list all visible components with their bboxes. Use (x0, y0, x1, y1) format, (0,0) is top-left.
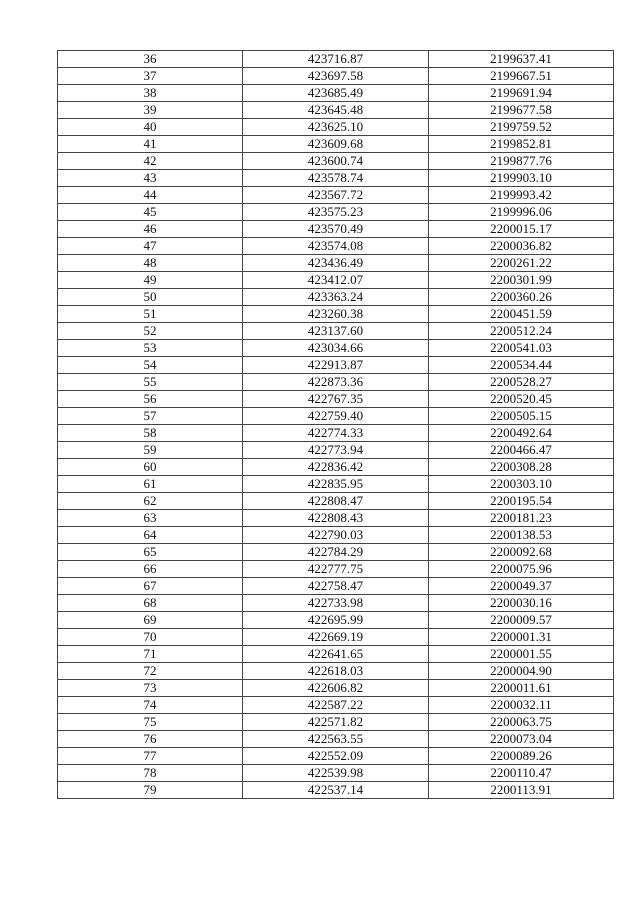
table-row (58, 476, 614, 493)
y-coordinate-cell: 2200466.47 (429, 442, 614, 459)
table-row (58, 289, 614, 306)
y-coordinate-cell: 2200073.04 (429, 731, 614, 748)
point-number-cell: 45 (58, 204, 243, 221)
y-coordinate-cell: 2200308.28 (429, 459, 614, 476)
y-coordinate-cell: 2200113.91 (429, 782, 614, 799)
point-number-cell: 43 (58, 170, 243, 187)
x-coordinate-cell: 422759.40 (243, 408, 429, 425)
y-coordinate-cell: 2200528.27 (429, 374, 614, 391)
y-coordinate-cell: 2199759.52 (429, 119, 614, 136)
y-coordinate-cell: 2200360.26 (429, 289, 614, 306)
x-coordinate-cell: 423412.07 (243, 272, 429, 289)
x-coordinate-cell: 423570.49 (243, 221, 429, 238)
x-coordinate-cell: 422563.55 (243, 731, 429, 748)
table-row (58, 544, 614, 561)
x-coordinate-cell: 423436.49 (243, 255, 429, 272)
y-coordinate-cell: 2199691.94 (429, 85, 614, 102)
x-coordinate-cell: 422733.98 (243, 595, 429, 612)
table-row (58, 459, 614, 476)
table-row (58, 136, 614, 153)
point-number-cell: 59 (58, 442, 243, 459)
y-coordinate-cell: 2200004.90 (429, 663, 614, 680)
x-coordinate-cell: 423716.87 (243, 51, 429, 68)
y-coordinate-cell: 2199852.81 (429, 136, 614, 153)
x-coordinate-cell: 422767.35 (243, 391, 429, 408)
x-coordinate-cell: 422808.47 (243, 493, 429, 510)
point-number-cell: 58 (58, 425, 243, 442)
point-number-cell: 40 (58, 119, 243, 136)
table-row (58, 578, 614, 595)
point-number-cell: 69 (58, 612, 243, 629)
point-number-cell: 68 (58, 595, 243, 612)
y-coordinate-cell: 2200195.54 (429, 493, 614, 510)
table-row (58, 357, 614, 374)
y-coordinate-cell: 2199877.76 (429, 153, 614, 170)
y-coordinate-cell: 2200110.47 (429, 765, 614, 782)
x-coordinate-cell: 423645.48 (243, 102, 429, 119)
x-coordinate-cell: 423575.23 (243, 204, 429, 221)
point-number-cell: 36 (58, 51, 243, 68)
x-coordinate-cell: 422836.42 (243, 459, 429, 476)
y-coordinate-cell: 2200092.68 (429, 544, 614, 561)
y-coordinate-cell: 2199903.10 (429, 170, 614, 187)
y-coordinate-cell: 2199677.58 (429, 102, 614, 119)
x-coordinate-cell: 423625.10 (243, 119, 429, 136)
table-row (58, 680, 614, 697)
table-row (58, 510, 614, 527)
y-coordinate-cell: 2200451.59 (429, 306, 614, 323)
point-number-cell: 39 (58, 102, 243, 119)
point-number-cell: 63 (58, 510, 243, 527)
y-coordinate-cell: 2200520.45 (429, 391, 614, 408)
point-number-cell: 44 (58, 187, 243, 204)
table-row (58, 731, 614, 748)
table-row (58, 714, 614, 731)
point-number-cell: 72 (58, 663, 243, 680)
x-coordinate-cell: 422552.09 (243, 748, 429, 765)
point-number-cell: 77 (58, 748, 243, 765)
y-coordinate-cell: 2199996.06 (429, 204, 614, 221)
table-row (58, 408, 614, 425)
point-number-cell: 53 (58, 340, 243, 357)
x-coordinate-cell: 422790.03 (243, 527, 429, 544)
table-row (58, 646, 614, 663)
y-coordinate-cell: 2200001.31 (429, 629, 614, 646)
point-number-cell: 52 (58, 323, 243, 340)
point-number-cell: 79 (58, 782, 243, 799)
point-number-cell: 57 (58, 408, 243, 425)
point-number-cell: 78 (58, 765, 243, 782)
table-row (58, 204, 614, 221)
x-coordinate-cell: 422777.75 (243, 561, 429, 578)
x-coordinate-cell: 422835.95 (243, 476, 429, 493)
table-row (58, 425, 614, 442)
coordinate-table-body (58, 51, 614, 799)
y-coordinate-cell: 2200036.82 (429, 238, 614, 255)
table-row (58, 374, 614, 391)
table-row (58, 493, 614, 510)
x-coordinate-cell: 423600.74 (243, 153, 429, 170)
y-coordinate-cell: 2200512.24 (429, 323, 614, 340)
point-number-cell: 65 (58, 544, 243, 561)
y-coordinate-cell: 2200032.11 (429, 697, 614, 714)
x-coordinate-cell: 422758.47 (243, 578, 429, 595)
table-row (58, 663, 614, 680)
point-number-cell: 38 (58, 85, 243, 102)
point-number-cell: 48 (58, 255, 243, 272)
y-coordinate-cell: 2200138.53 (429, 527, 614, 544)
y-coordinate-cell: 2200030.16 (429, 595, 614, 612)
table-row (58, 697, 614, 714)
y-coordinate-cell: 2200001.55 (429, 646, 614, 663)
y-coordinate-cell: 2200089.26 (429, 748, 614, 765)
table-row (58, 782, 614, 799)
point-number-cell: 54 (58, 357, 243, 374)
x-coordinate-cell: 422774.33 (243, 425, 429, 442)
table-row (58, 51, 614, 68)
x-coordinate-cell: 423137.60 (243, 323, 429, 340)
table-row (58, 102, 614, 119)
point-number-cell: 64 (58, 527, 243, 544)
y-coordinate-cell: 2200063.75 (429, 714, 614, 731)
x-coordinate-cell: 422641.65 (243, 646, 429, 663)
x-coordinate-cell: 422587.22 (243, 697, 429, 714)
point-number-cell: 37 (58, 68, 243, 85)
y-coordinate-cell: 2200015.17 (429, 221, 614, 238)
y-coordinate-cell: 2200301.99 (429, 272, 614, 289)
x-coordinate-cell: 422571.82 (243, 714, 429, 731)
x-coordinate-cell: 423578.74 (243, 170, 429, 187)
x-coordinate-cell: 423034.66 (243, 340, 429, 357)
x-coordinate-cell: 423574.08 (243, 238, 429, 255)
table-row (58, 68, 614, 85)
y-coordinate-cell: 2200075.96 (429, 561, 614, 578)
x-coordinate-cell: 422873.36 (243, 374, 429, 391)
table-row (58, 119, 614, 136)
point-number-cell: 50 (58, 289, 243, 306)
x-coordinate-cell: 422784.29 (243, 544, 429, 561)
x-coordinate-cell: 422537.14 (243, 782, 429, 799)
x-coordinate-cell: 423697.58 (243, 68, 429, 85)
point-number-cell: 74 (58, 697, 243, 714)
table-row (58, 272, 614, 289)
table-row (58, 527, 614, 544)
x-coordinate-cell: 423685.49 (243, 85, 429, 102)
point-number-cell: 60 (58, 459, 243, 476)
table-row (58, 170, 614, 187)
point-number-cell: 66 (58, 561, 243, 578)
x-coordinate-cell: 423363.24 (243, 289, 429, 306)
x-coordinate-cell: 422539.98 (243, 765, 429, 782)
coordinate-table (57, 50, 614, 799)
table-row (58, 238, 614, 255)
y-coordinate-cell: 2200534.44 (429, 357, 614, 374)
point-number-cell: 61 (58, 476, 243, 493)
table-row (58, 85, 614, 102)
table-row (58, 391, 614, 408)
table-row (58, 748, 614, 765)
x-coordinate-cell: 423260.38 (243, 306, 429, 323)
point-number-cell: 49 (58, 272, 243, 289)
table-row (58, 442, 614, 459)
point-number-cell: 76 (58, 731, 243, 748)
table-row (58, 340, 614, 357)
x-coordinate-cell: 422913.87 (243, 357, 429, 374)
point-number-cell: 51 (58, 306, 243, 323)
table-row (58, 629, 614, 646)
y-coordinate-cell: 2200181.23 (429, 510, 614, 527)
table-row (58, 561, 614, 578)
point-number-cell: 70 (58, 629, 243, 646)
y-coordinate-cell: 2199667.51 (429, 68, 614, 85)
y-coordinate-cell: 2200261.22 (429, 255, 614, 272)
table-row (58, 306, 614, 323)
point-number-cell: 71 (58, 646, 243, 663)
table-row (58, 765, 614, 782)
point-number-cell: 41 (58, 136, 243, 153)
point-number-cell: 75 (58, 714, 243, 731)
table-row (58, 221, 614, 238)
x-coordinate-cell: 422618.03 (243, 663, 429, 680)
point-number-cell: 67 (58, 578, 243, 595)
table-row (58, 153, 614, 170)
y-coordinate-cell: 2200009.57 (429, 612, 614, 629)
x-coordinate-cell: 422773.94 (243, 442, 429, 459)
x-coordinate-cell: 422669.19 (243, 629, 429, 646)
point-number-cell: 56 (58, 391, 243, 408)
x-coordinate-cell: 423609.68 (243, 136, 429, 153)
table-row (58, 612, 614, 629)
point-number-cell: 46 (58, 221, 243, 238)
point-number-cell: 47 (58, 238, 243, 255)
x-coordinate-cell: 422695.99 (243, 612, 429, 629)
table-row (58, 255, 614, 272)
point-number-cell: 62 (58, 493, 243, 510)
x-coordinate-cell: 422808.43 (243, 510, 429, 527)
y-coordinate-cell: 2200505.15 (429, 408, 614, 425)
x-coordinate-cell: 423567.72 (243, 187, 429, 204)
table-row (58, 187, 614, 204)
point-number-cell: 55 (58, 374, 243, 391)
y-coordinate-cell: 2199993.42 (429, 187, 614, 204)
y-coordinate-cell: 2200492.64 (429, 425, 614, 442)
point-number-cell: 73 (58, 680, 243, 697)
y-coordinate-cell: 2200011.61 (429, 680, 614, 697)
y-coordinate-cell: 2199637.41 (429, 51, 614, 68)
y-coordinate-cell: 2200541.03 (429, 340, 614, 357)
table-row (58, 323, 614, 340)
y-coordinate-cell: 2200049.37 (429, 578, 614, 595)
x-coordinate-cell: 422606.82 (243, 680, 429, 697)
y-coordinate-cell: 2200303.10 (429, 476, 614, 493)
table-row (58, 595, 614, 612)
point-number-cell: 42 (58, 153, 243, 170)
